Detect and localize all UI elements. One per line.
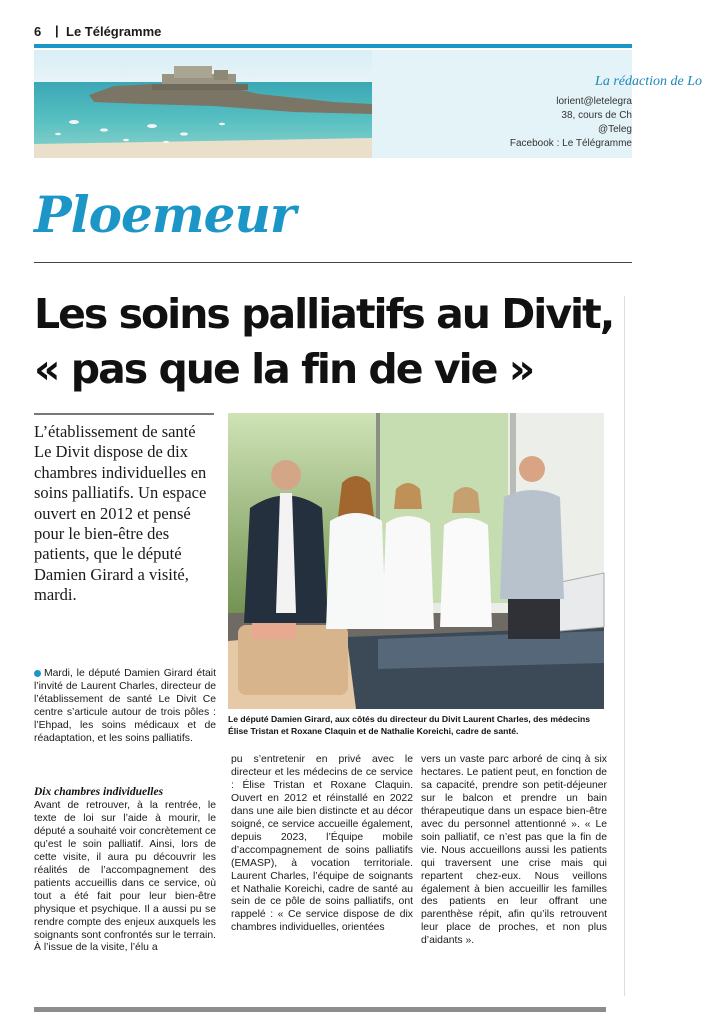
article-headline (34, 287, 624, 397)
page-number: 6 (34, 24, 42, 39)
headline-line-2: « pas que la fin de vie » (34, 345, 534, 393)
photo-caption: Le député Damien Girard, aux côtés du directeur du Divit Laurent Charles, des médecins Élise Tristan et Roxane Claquin et de Nathalie Koreichi, cadre de santé. (228, 714, 590, 736)
newsroom-social: @Teleg (597, 124, 632, 135)
newspaper-name: Le Télégramme (66, 24, 162, 39)
column-divider (624, 296, 625, 996)
coastal-fort-photo (34, 50, 372, 158)
header-rule (34, 44, 632, 48)
newsroom-facebook: Facebook : Le Télégramme (509, 138, 632, 149)
newsroom-contact (374, 50, 702, 158)
header-separator: | (55, 23, 59, 38)
section-title: Ploemeur (34, 185, 296, 244)
page-header (0, 0, 632, 48)
newsroom-email: lorient@letelegra (556, 96, 632, 107)
article-intro: L’établissement de santé Le Divit dispose de dix chambres individuelles en soins palliatifs. Un espace ouvert en 2012 et pensé pour le bien-être des patients, que le député Damien Girard a visité, mardi. (34, 422, 207, 605)
intro-rule (34, 413, 214, 415)
article-lead-paragraph (34, 668, 216, 746)
bullet-dot-icon (34, 670, 41, 677)
section-rule (34, 262, 632, 263)
headline-line-1: Les soins palliatifs au Divit, (34, 290, 614, 338)
group-photo (228, 413, 604, 709)
article-column-1: Avant de retrouver, à la rentrée, le texte de loi sur l’aide à mourir, le député a souhaité voir concrètement ce qu’est le soin palliatif. Ainsi, lors de cette visite, il aura pu découvrir les réalités de l’accompagnement des patients accueillis dans ce service, où tout a été fait pour leur bien-être physique et psychique. Il a aussi pu se rendre compte des enjeux auxquels les soignants sont confrontés sur le terrain. À l’issue de la visite, l’élu a (34, 800, 216, 954)
section-banner (34, 50, 702, 158)
article-column-2: pu s’entretenir en privé avec le directeur et les médecins de ce service : Élise Tristan et Roxane Claquin. Ouvert en 2012 et réinstallé en 2022 dans une aile bien distincte et au décor soigné, ce service accueille également, depuis 2023, l’Équipe mobile d’accompagnement de soins palliatifs (EMASP), à vocation territoriale. Laurent Charles, l’équipe de soignants et Nathalie Koreichi, cadre de santé au sein de ce pôle de soins palliatifs, ont rappelé : « Ce service dispose de dix chambres individuelles, orientées (231, 754, 413, 934)
article-lead-text: Mardi, le député Damien Girard était l’invité de Laurent Charles, directeur de l’établissement de santé Le Divit Ce centre s’articule autour de trois pôles : l’Ehpad, les soins médicaux et de réadaptation, et les soins palliatifs. (34, 668, 216, 744)
article-column-3: vers un vaste parc arboré de cinq à six hectares. Le patient peut, en fonction de sa capacité, prendre son petit-déjeuner sur le balcon et prendre un bain thérapeutique dans un espace bien-être avec du personnel attentionné ». « Le soin palliatif, ce n’est pas que la fin de vie. Nous accueillons aussi les patients qui traversent une crise mais qui repartent chez-eux. Nous veillons également à bien accueillir les familles des patients en leur offrant une parenthèse répit, afin qu’ils retrouvent leur place de proches, et non plus d’aidants ». (421, 754, 607, 947)
bottom-rule (34, 1007, 606, 1012)
article-subhead: Dix chambres individuelles (34, 786, 164, 798)
newsroom-title: La rédaction de Lo (595, 74, 702, 89)
newsroom-address: 38, cours de Ch (561, 110, 632, 121)
